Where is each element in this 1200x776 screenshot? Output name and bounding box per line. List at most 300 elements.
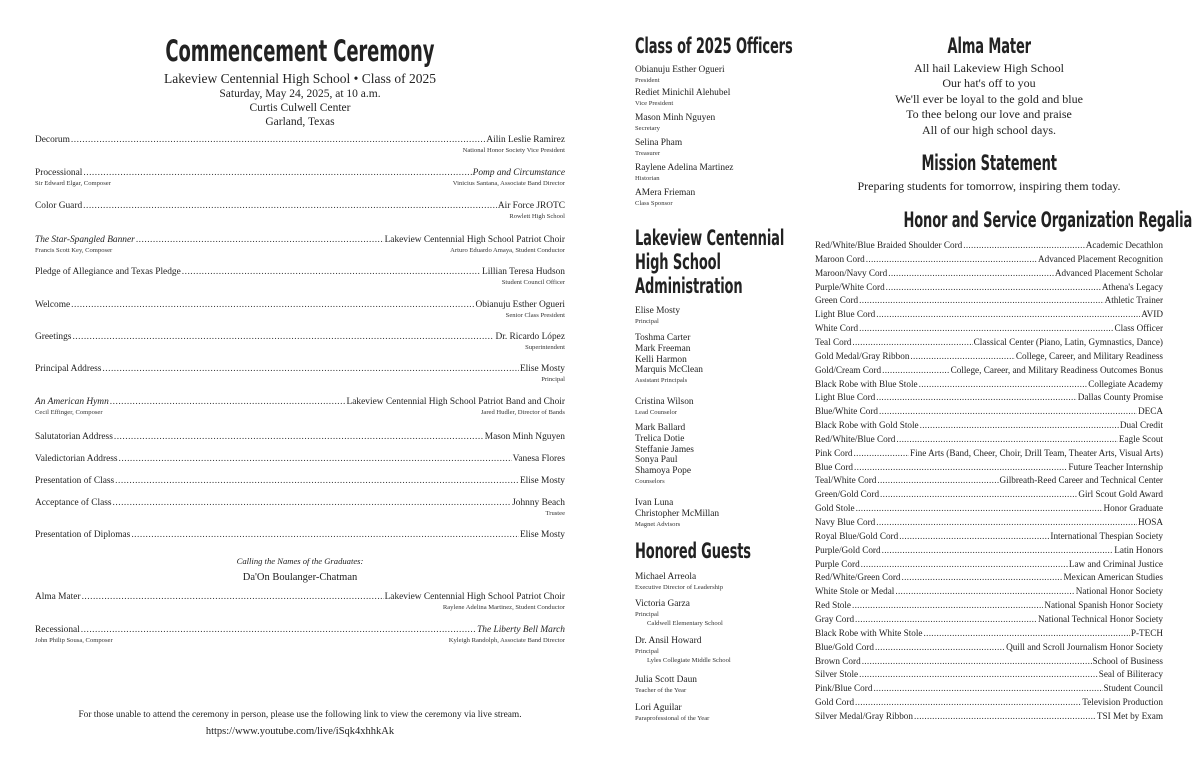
regalia-heading: Honor and Service Organization Regalia xyxy=(903,208,1193,232)
regalia-item: White Stole or Medal xyxy=(815,586,895,597)
officer-entry xyxy=(635,138,682,158)
leader-dots xyxy=(886,282,1101,293)
officer-name: Raylene Adelina Martinez xyxy=(635,163,734,173)
program-credits xyxy=(35,278,565,287)
admin-name: Trelica Dotie xyxy=(635,433,685,444)
regalia-organization: Advanced Placement Scholar xyxy=(1054,267,1163,278)
program-line xyxy=(35,454,565,465)
leader-dots xyxy=(859,295,1103,306)
guest-entry xyxy=(635,675,697,695)
calling-label: Calling the Names of the Graduates: xyxy=(236,556,364,566)
regalia-item: Gold/Cream Cord xyxy=(815,364,882,375)
leader-dots xyxy=(896,434,1117,445)
leader-dots xyxy=(71,300,474,311)
regalia-item: Black Robe with Gold Stole xyxy=(815,420,919,431)
regalia-row xyxy=(815,337,1163,348)
program-line xyxy=(35,592,565,603)
program-item-title: Valedictorian Address xyxy=(35,454,118,464)
regalia-organization: Honor Graduate xyxy=(1103,503,1163,514)
program-credit-left: Cecil Effinger, Composer xyxy=(35,409,103,416)
leader-dots xyxy=(859,669,1098,680)
program-item-title: Acceptance of Class xyxy=(35,498,112,508)
admin-name: Ivan Luna xyxy=(635,498,674,508)
guest-entry xyxy=(635,572,723,592)
regalia-item: Green Cord xyxy=(815,295,859,306)
regalia-organization: Quill and Scroll Journalism Honor Society xyxy=(1006,641,1163,652)
regalia-row xyxy=(815,600,1163,611)
regalia-organization: Mexican American Studies xyxy=(1063,572,1163,583)
regalia-row xyxy=(815,309,1163,320)
admin-group xyxy=(635,306,680,326)
program-item-performer: Elise Mosty xyxy=(519,476,565,486)
program-credit-right: Student Council Officer xyxy=(501,279,565,286)
officer-role: Secretary xyxy=(635,124,660,132)
program-item-title: Presentation of Diplomas xyxy=(35,530,131,540)
regalia-item: Red/White/Blue Cord xyxy=(815,433,896,444)
mission-heading: Mission Statement xyxy=(921,151,1057,175)
regalia-item: Royal Blue/Gold Cord xyxy=(815,530,899,541)
guest-entry xyxy=(635,636,731,665)
regalia-row xyxy=(815,282,1163,293)
leader-dots xyxy=(899,531,1049,542)
admin-group xyxy=(635,423,694,486)
leader-dots xyxy=(82,592,384,603)
regalia-row xyxy=(815,572,1163,583)
admin-name: Cristina Wilson xyxy=(635,397,694,407)
regalia-row xyxy=(815,365,1163,376)
leader-dots xyxy=(873,683,1102,694)
admin-group xyxy=(635,397,694,417)
program-credits xyxy=(35,408,565,417)
regalia-organization: Gilbreath-Reed Career and Technical Center xyxy=(999,475,1163,486)
officer-name: Mason Minh Nguyen xyxy=(635,113,716,123)
regalia-row xyxy=(815,462,1163,473)
guest-entry xyxy=(635,599,723,628)
program-credit-left: Francis Scott Key, Composer xyxy=(35,247,113,254)
regalia-row xyxy=(815,448,1163,459)
regalia-organization: Future Teacher Internship xyxy=(1068,461,1163,472)
regalia-row xyxy=(815,254,1163,265)
program-item-performer: Ailin Leslie Ramirez xyxy=(486,135,565,145)
program-item-performer: Johnny Beach xyxy=(512,498,565,508)
leader-dots xyxy=(862,656,1092,667)
leader-dots xyxy=(854,462,1067,473)
regalia-item: Maroon/Navy Cord xyxy=(815,267,888,278)
admin-role: Principal xyxy=(635,317,659,325)
program-credit-right: Rowlett High School xyxy=(509,213,565,220)
program-credit-right: Raylene Adelina Martinez, Student Conductor xyxy=(442,604,565,611)
alma-mater-line: All hail Lakeview High School xyxy=(914,61,1064,75)
regalia-organization: TSI Met by Exam xyxy=(1096,710,1163,721)
regalia-row xyxy=(815,379,1163,390)
leader-dots xyxy=(876,392,1077,403)
regalia-organization: Seal of Biliteracy xyxy=(1098,669,1163,680)
regalia-item: Red/White/Blue Braided Shoulder Cord xyxy=(815,240,963,250)
officer-name: Selina Pham xyxy=(635,138,683,148)
program-line xyxy=(35,364,565,375)
program-item-performer: Elise Mosty xyxy=(519,364,565,374)
program-item-performer: Lakeview Centennial High School Patriot Band and Choir xyxy=(346,397,565,407)
program-item xyxy=(35,530,565,541)
program-item-performer: Obianuju Esther Ogueri xyxy=(475,300,565,310)
regalia-organization: College, Career, and Military Readiness Outcomes Bonus xyxy=(950,364,1163,375)
officer-role: Treasurer xyxy=(635,149,661,157)
leader-dots xyxy=(113,498,512,509)
program-line xyxy=(35,201,565,212)
program-item-performer: Lakeview Centennial High School Patriot Choir xyxy=(384,592,565,602)
program-credits xyxy=(35,146,565,155)
regalia-item: Gold Cord xyxy=(815,697,855,708)
regalia-organization: Academic Decathlon xyxy=(1085,240,1163,250)
regalia-item: Red/White/Green Cord xyxy=(815,572,901,583)
admin-heading-3: Administration xyxy=(635,274,743,298)
leader-dots xyxy=(114,432,484,443)
program-item-title: Principal Address xyxy=(35,364,102,374)
regalia-organization: P-TECH xyxy=(1130,627,1163,638)
regalia-item: Navy Blue Cord xyxy=(815,517,876,527)
program-item-title: Greetings xyxy=(35,332,72,342)
program-item-title: Alma Mater xyxy=(35,592,81,602)
program-item xyxy=(35,454,565,465)
admin-name: Sonya Paul xyxy=(635,455,678,466)
program-credits xyxy=(35,212,565,221)
program-item xyxy=(35,432,565,443)
guest-detail: Teacher of the Year xyxy=(635,686,687,694)
program-line xyxy=(35,300,565,311)
program-line xyxy=(35,625,565,636)
admin-role: Counselors xyxy=(635,477,665,485)
leader-dots xyxy=(852,337,972,348)
program-line xyxy=(35,267,565,278)
program-item-title: Welcome xyxy=(35,300,71,310)
regalia-row xyxy=(815,669,1163,680)
regalia-organization: HOSA xyxy=(1137,517,1163,527)
regalia-item: Purple/White Cord xyxy=(815,281,885,292)
program-line xyxy=(35,168,565,179)
regalia-organization: National Technical Honor Society xyxy=(1038,613,1163,624)
admin-name: Kelli Harmon xyxy=(635,354,687,365)
program-line xyxy=(35,135,565,146)
regalia-item: Green/Gold Cord xyxy=(815,489,880,500)
program-item xyxy=(35,235,565,255)
regalia-item: Blue Cord xyxy=(815,461,854,472)
leader-dots xyxy=(901,572,1062,583)
regalia-row xyxy=(815,503,1163,514)
leader-dots xyxy=(888,268,1054,279)
program-credit-right: Arturo Eduardo Amaya, Student Conductor xyxy=(450,247,565,254)
regalia-organization: Latin Honors xyxy=(1114,544,1163,555)
regalia-organization: Classical Center (Piano, Latin, Gymnastics, Dance) xyxy=(973,336,1163,347)
regalia-item: Black Robe with White Stole xyxy=(815,627,923,638)
leader-dots xyxy=(919,379,1088,390)
regalia-organization: National Honor Society xyxy=(1075,586,1163,597)
leader-dots xyxy=(876,309,1140,320)
leader-dots xyxy=(876,517,1137,528)
ceremony-city: Garland, Texas xyxy=(265,116,335,128)
alma-mater-heading: Alma Mater xyxy=(947,34,1031,58)
regalia-row xyxy=(815,517,1163,528)
regalia-item: Teal Cord xyxy=(815,336,852,347)
mission-text: Preparing students for tomorrow, inspiring them today. xyxy=(857,179,1121,193)
regalia-row xyxy=(815,586,1163,597)
admin-name: Mark Ballard xyxy=(635,423,686,433)
leader-dots xyxy=(182,267,481,278)
program-line xyxy=(35,476,565,487)
program-credits xyxy=(35,636,565,645)
program-item-title: Recessional xyxy=(35,625,80,635)
officer-entry xyxy=(635,88,730,108)
leader-dots xyxy=(854,448,909,459)
program-credits xyxy=(35,311,565,320)
regalia-organization: DECA xyxy=(1137,406,1163,417)
guest-name: Lori Aguilar xyxy=(635,703,682,713)
program-item xyxy=(35,267,565,287)
regalia-organization: Advanced Placement Recognition xyxy=(1037,253,1163,264)
ceremony-venue: Curtis Culwell Center xyxy=(249,102,351,114)
leader-dots xyxy=(131,530,519,541)
officer-role: Class Sponsor xyxy=(635,199,673,207)
regalia-item: Black Robe with Blue Stole xyxy=(815,378,918,389)
leader-dots xyxy=(102,364,519,375)
leader-dots xyxy=(861,559,1068,570)
leader-dots xyxy=(852,600,1043,611)
regalia-organization: Class Officer xyxy=(1114,323,1163,334)
program-item-title: Pledge of Allegiance and Texas Pledge xyxy=(35,267,181,277)
guest-name: Victoria Garza xyxy=(635,599,690,609)
admin-name: Steffanie James xyxy=(635,444,694,455)
program-item-performer: Pomp and Circumstance xyxy=(472,168,565,178)
program-item xyxy=(35,332,565,352)
leader-dots xyxy=(924,628,1130,639)
admin-role: Magnet Advisors xyxy=(635,520,681,528)
officer-role: Historian xyxy=(635,174,660,182)
stream-link[interactable]: https://www.youtube.com/live/iSqk4xhhkAk xyxy=(205,726,395,737)
leader-dots xyxy=(880,489,1077,500)
officer-role: President xyxy=(635,76,660,84)
officers-heading: Class of 2025 Officers xyxy=(635,34,793,58)
regalia-organization: Dual Credit xyxy=(1119,420,1163,431)
regalia-organization: Collegiate Academy xyxy=(1088,378,1163,389)
regalia-row xyxy=(815,406,1163,417)
guest-entry xyxy=(635,703,709,723)
admin-heading-2: High School xyxy=(635,250,721,274)
admin-name: Toshma Carter xyxy=(635,333,691,343)
regalia-row xyxy=(815,240,1163,251)
program-item xyxy=(35,592,565,612)
program-item-performer: The Liberty Bell March xyxy=(477,625,565,635)
guest-detail: Lyles Collegiate Middle School xyxy=(647,656,731,664)
regalia-organization: Dallas County Promise xyxy=(1077,392,1163,403)
program-credit-right: Jared Hudler, Director of Bands xyxy=(480,409,565,416)
regalia-item: White Cord xyxy=(815,323,859,334)
program-credit-right: Trustee xyxy=(545,510,565,517)
admin-group xyxy=(635,498,719,529)
regalia-item: Purple/Gold Cord xyxy=(815,544,881,555)
regalia-row xyxy=(815,392,1163,403)
regalia-item: Light Blue Cord xyxy=(815,392,876,403)
leader-dots xyxy=(855,614,1037,625)
regalia-item: Blue/White Cord xyxy=(815,406,879,417)
guest-detail: Principal xyxy=(635,610,659,618)
program-credit-left: John Philip Sousa, Composer xyxy=(35,637,113,644)
ceremony-date: Saturday, May 24, 2025, at 10 a.m. xyxy=(219,88,381,100)
alma-mater-line: All of our high school days. xyxy=(922,122,1056,137)
regalia-organization: Girl Scout Gold Award xyxy=(1078,489,1163,500)
regalia-item: Silver Medal/Gray Ribbon xyxy=(815,710,913,721)
program-credit-left: Sir Edward Elgar, Composer xyxy=(35,180,111,187)
program-item xyxy=(35,300,565,320)
leader-dots xyxy=(920,420,1119,431)
program-item xyxy=(35,201,565,221)
admin-heading-1: Lakeview Centennial xyxy=(635,226,785,250)
leader-dots xyxy=(914,711,1096,722)
program-credit-right: Superintendent xyxy=(525,344,565,351)
regalia-row xyxy=(815,683,1163,694)
guest-name: Julia Scott Daun xyxy=(635,675,697,685)
program-credits xyxy=(35,246,565,255)
regalia-item: Gray Cord xyxy=(815,613,855,624)
regalia-organization: College, Career, and Military Readiness xyxy=(1015,350,1163,361)
leader-dots xyxy=(859,323,1113,334)
leader-dots xyxy=(856,503,1103,514)
officer-name: Obianuju Esther Ogueri xyxy=(635,65,725,75)
program-item-performer: Lakeview Centennial High School Patriot Choir xyxy=(384,235,565,245)
admin-name: Elise Mosty xyxy=(635,306,681,316)
admin-name: Mark Freeman xyxy=(635,343,691,354)
regalia-row xyxy=(815,351,1163,362)
program-item xyxy=(35,397,565,417)
program-item xyxy=(35,168,565,188)
regalia-organization: AVID xyxy=(1141,309,1163,320)
program-item-title: Color Guard xyxy=(35,201,83,211)
leader-dots xyxy=(72,332,494,343)
leader-dots xyxy=(882,365,949,376)
guest-name: Dr. Ansil Howard xyxy=(635,636,702,646)
program-credit-right: Senior Class President xyxy=(505,312,565,319)
leader-dots xyxy=(115,476,519,487)
program-item-performer: Vanesa Flores xyxy=(512,454,565,464)
program-credit-right: National Honor Society Vice President xyxy=(462,147,565,154)
program-line xyxy=(35,397,565,408)
regalia-organization: Television Production xyxy=(1082,697,1163,708)
leader-dots xyxy=(83,168,471,179)
regalia-organization: Athletic Trainer xyxy=(1104,295,1163,306)
program-line xyxy=(35,530,565,541)
admin-name: Christopher McMillan xyxy=(635,508,720,519)
alma-mater-line: To thee belong our love and praise xyxy=(906,107,1072,122)
leader-dots xyxy=(71,135,485,146)
guest-name: Michael Arreola xyxy=(635,572,697,582)
officer-role: Vice President xyxy=(635,99,674,107)
alma-mater-line: Our hat's off to you xyxy=(942,76,1036,91)
guest-detail: Executive Director of Leadership xyxy=(635,583,724,591)
program-item xyxy=(35,625,565,645)
regalia-item: Blue/Gold Cord xyxy=(815,641,874,652)
leader-dots xyxy=(81,625,476,636)
regalia-item: Pink Cord xyxy=(815,447,853,458)
program-item-title: Decorum xyxy=(35,135,70,145)
program-line xyxy=(35,235,565,246)
ceremony-title: Commencement Ceremony xyxy=(165,34,435,68)
regalia-organization: International Thespian Society xyxy=(1050,530,1163,541)
program-credits xyxy=(35,343,565,352)
program-line xyxy=(35,332,565,343)
regalia-organization: School of Business xyxy=(1092,655,1163,666)
officer-entry xyxy=(635,65,725,85)
guest-detail: Principal xyxy=(635,647,659,655)
program-item xyxy=(35,135,565,155)
leader-dots xyxy=(963,240,1084,251)
program-line xyxy=(35,498,565,509)
alma-mater-line: We'll ever be loyal to the gold and blue xyxy=(895,91,1083,106)
leader-dots xyxy=(855,697,1081,708)
program-item-performer: Mason Minh Nguyen xyxy=(484,432,565,442)
leader-dots xyxy=(910,351,1014,362)
regalia-row xyxy=(815,559,1163,570)
admin-name: Shamoya Pope xyxy=(635,466,691,477)
leader-dots xyxy=(119,454,512,465)
regalia-organization: Law and Criminal Justice xyxy=(1068,558,1163,569)
regalia-row xyxy=(815,711,1163,722)
officer-entry xyxy=(635,188,695,208)
program-item xyxy=(35,498,565,518)
leader-dots xyxy=(866,254,1037,265)
program-line xyxy=(35,432,565,443)
regalia-organization: National Spanish Honor Society xyxy=(1044,600,1163,611)
regalia-item: Brown Cord xyxy=(815,655,861,666)
leader-dots xyxy=(875,642,1005,653)
regalia-item: Pink/Blue Cord xyxy=(815,683,873,694)
officer-entry xyxy=(635,113,715,133)
program-credits xyxy=(35,509,565,518)
program-item xyxy=(35,476,565,487)
program-item-performer: Lillian Teresa Hudson xyxy=(481,267,565,277)
regalia-row xyxy=(815,295,1163,306)
officer-name: AMera Frieman xyxy=(635,188,696,198)
guest-detail: Paraprofessional of the Year xyxy=(635,714,710,722)
admin-role: Lead Counselor xyxy=(635,408,677,416)
regalia-organization: Student Council xyxy=(1103,683,1163,694)
admin-name: Marquis McClean xyxy=(635,365,703,376)
officer-name: Rediet Minichil Alehubel xyxy=(635,88,731,98)
leader-dots xyxy=(110,397,346,408)
regalia-row xyxy=(815,614,1163,625)
program-item-title: An American Hymn xyxy=(35,397,109,407)
program-credits xyxy=(35,603,565,612)
regalia-item: Purple Cord xyxy=(815,558,860,569)
regalia-row xyxy=(815,628,1163,639)
regalia-row xyxy=(815,642,1163,653)
regalia-row xyxy=(815,489,1163,500)
program-credit-right: Principal xyxy=(541,376,565,383)
program-item-title: Processional xyxy=(35,168,83,178)
officer-entry xyxy=(635,163,733,183)
regalia-row xyxy=(815,697,1163,708)
program-item-performer: Elise Mosty xyxy=(519,530,565,540)
program-item-performer: Dr. Ricardo López xyxy=(495,332,565,342)
regalia-item: Gold Stole xyxy=(815,503,855,514)
regalia-row xyxy=(815,434,1163,445)
school-line: Lakeview Centennial High School • Class of 2025 xyxy=(163,71,437,86)
admin-role: Assistant Principals xyxy=(635,377,688,385)
program-item-title: The Star-Spangled Banner xyxy=(35,235,135,245)
program-item-title: Presentation of Class xyxy=(35,476,115,486)
regalia-row xyxy=(815,323,1163,334)
leader-dots xyxy=(879,406,1137,417)
program-item-title: Salutatorian Address xyxy=(35,432,113,442)
regalia-row xyxy=(815,545,1163,556)
regalia-organization: Eagle Scout xyxy=(1118,433,1163,444)
